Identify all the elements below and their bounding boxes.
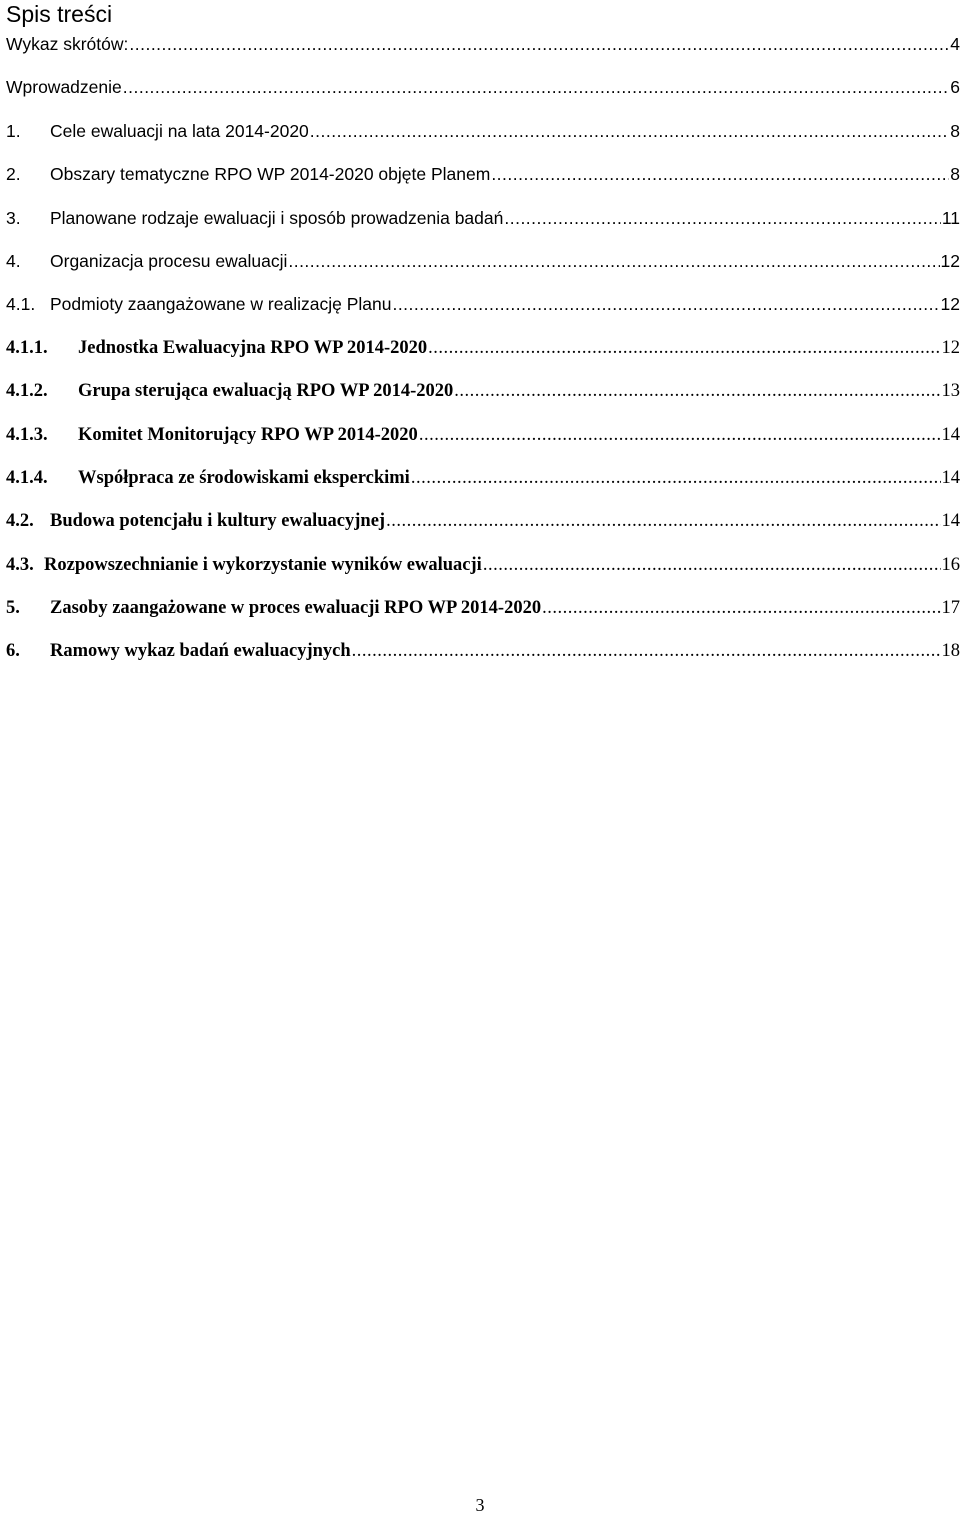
toc-entry-page[interactable]: 12 [941,337,960,358]
toc-leader-dots [386,511,940,532]
toc-entry[interactable] [6,164,960,207]
toc-entry-page[interactable]: 18 [941,641,960,662]
toc-entry-title[interactable]: Wprowadzenie [6,77,122,98]
toc-leader-dots [428,338,940,359]
toc-entry-title[interactable]: Planowane rodzaje ewaluacji i sposób prowadzenia badań [50,207,504,228]
toc-leader-dots [419,425,941,446]
toc-leader-dots [504,208,940,229]
toc-entry-number: 3. [6,207,21,228]
toc-entry-title[interactable]: Podmioty zaangażowane w realizację Planu [50,294,392,315]
toc-entry-number: 4.1.3. [6,424,48,445]
toc-entry-title[interactable]: Rozpowszechnianie i wykorzystanie wyników ewaluacji [44,554,482,575]
toc-entry[interactable] [6,468,960,511]
toc-entry-title[interactable]: Budowa potencjału i kultury ewaluacyjnej [50,511,386,532]
toc-entry-number: 4.3. [6,554,34,575]
toc-entry-title[interactable]: Cele ewaluacji na lata 2014-2020 [50,120,309,141]
toc-entry-number: 4.1.4. [6,467,48,488]
toc-entry-page[interactable]: 13 [941,381,960,402]
toc-leader-dots [542,598,940,619]
table-of-contents [6,34,960,685]
toc-entry-title[interactable]: Komitet Monitorujący RPO WP 2014-2020 [78,424,418,445]
toc-leader-dots [491,164,949,185]
toc-entry-page[interactable]: 14 [941,511,960,532]
toc-entry[interactable] [6,34,960,77]
toc-entry-number: 4. [6,250,21,271]
toc-leader-dots [483,555,941,576]
toc-entry-title[interactable]: Grupa sterująca ewaluacją RPO WP 2014-2020 [78,381,454,402]
toc-entry[interactable] [6,121,960,164]
toc-entry-page[interactable]: 14 [941,424,960,445]
toc-entry-number: 5. [6,598,20,619]
toc-entry-title[interactable]: Zasoby zaangażowane w proces ewaluacji RPO WP 2014-2020 [50,598,542,619]
toc-entry[interactable] [6,641,960,684]
toc-entry[interactable] [6,511,960,554]
toc-entry[interactable] [6,598,960,641]
toc-leader-dots [392,294,939,315]
toc-entry-page[interactable]: 8 [950,120,960,141]
toc-entry-title[interactable]: Jednostka Ewaluacyjna RPO WP 2014-2020 [78,337,428,358]
toc-entry-number: 4.1.2. [6,381,48,402]
toc-entry-title[interactable]: Obszary tematyczne RPO WP 2014-2020 objęte Planem [50,164,491,185]
toc-leader-dots [411,468,941,489]
toc-leader-dots [123,77,950,98]
page-number: 3 [475,1495,485,1515]
toc-entry-page[interactable]: 8 [950,164,960,185]
toc-entry-page[interactable]: 14 [941,467,960,488]
toc-leader-dots [454,381,940,402]
toc-entry[interactable] [6,294,960,337]
toc-entry[interactable] [6,555,960,598]
toc-entry-page[interactable]: 4 [950,34,960,54]
toc-entry[interactable] [6,208,960,251]
toc-entry-page[interactable]: 11 [941,207,960,228]
toc-entry-page[interactable]: 12 [940,250,960,271]
toc-entry-page[interactable]: 16 [941,554,960,575]
toc-entry-page[interactable]: 17 [941,598,960,619]
toc-entry-page[interactable]: 6 [950,77,960,98]
toc-entry-number: 2. [6,164,21,185]
toc-entry-title[interactable]: Organizacja procesu ewaluacji [50,250,288,271]
toc-entry[interactable] [6,77,960,120]
toc-leader-dots [310,121,949,142]
toc-entry-page[interactable]: 12 [940,294,960,315]
toc-entry[interactable] [6,425,960,468]
toc-entry-number: 4.1. [6,294,36,315]
toc-entry-number: 4.1.1. [6,337,48,358]
toc-entry-number: 6. [6,641,20,662]
toc-entry-number: 4.2. [6,511,34,532]
toc-leader-dots [352,641,941,662]
toc-entry-title[interactable]: Wykaz skrótów: [6,34,129,54]
toc-leader-dots [129,34,949,55]
toc-entry[interactable] [6,381,960,424]
toc-entry-title[interactable]: Ramowy wykaz badań ewaluacyjnych [50,641,351,662]
toc-entry[interactable] [6,251,960,294]
toc-entry-title[interactable]: Współpraca ze środowiskami eksperckimi [78,467,410,488]
toc-entry-number: 1. [6,120,21,141]
toc-entry[interactable] [6,338,960,381]
page-title: Spis treści [6,1,113,27]
toc-leader-dots [288,251,939,272]
